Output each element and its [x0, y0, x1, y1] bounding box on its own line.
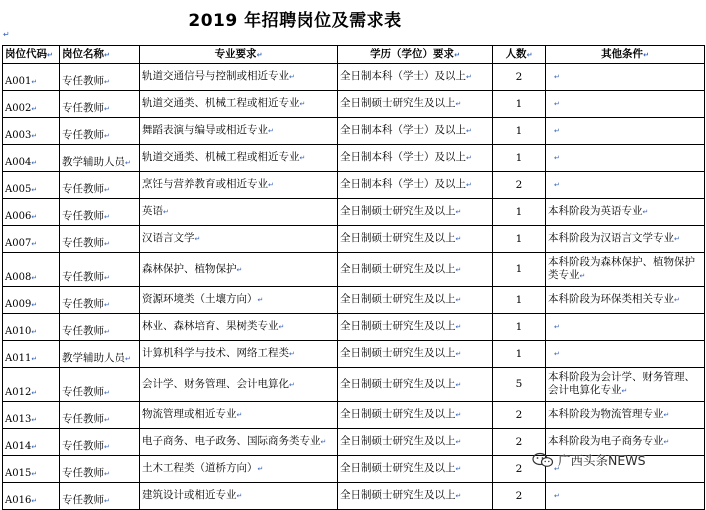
cell-name: 专任教师↵: [60, 118, 140, 145]
cell-count: 1: [493, 287, 546, 314]
table-row: [3, 253, 705, 287]
cell-count: 2: [493, 402, 546, 429]
cell-other: ↵: [546, 118, 705, 145]
cell-code: A005↵: [3, 172, 60, 199]
cell-major: 电子商务、电子政务、国际商务类专业↵: [140, 429, 338, 456]
table-row: [3, 199, 705, 226]
cell-count: 2: [493, 483, 546, 510]
cell-other: 本科阶段为物流管理专业↵: [546, 402, 705, 429]
header-count: 人数↵: [493, 46, 546, 64]
cell-name: 专任教师↵: [60, 226, 140, 253]
cell-education: 全日制硕士研究生及以上↵: [338, 483, 493, 510]
cell-name: 专任教师↵: [60, 368, 140, 402]
table-row: [3, 145, 705, 172]
cell-other: 本科阶段为环保类相关专业↵: [546, 287, 705, 314]
cell-other: ↵: [546, 341, 705, 368]
cell-other: 本科阶段为英语专业↵: [546, 199, 705, 226]
cell-code: A009↵: [3, 287, 60, 314]
table-header-row: [3, 46, 705, 64]
cell-name: 专任教师↵: [60, 456, 140, 483]
cell-major: 计算机科学与技术、网络工程类↵: [140, 341, 338, 368]
table-row: [3, 226, 705, 253]
cell-education: 全日制硕士研究生及以上↵: [338, 402, 493, 429]
table-row: [3, 341, 705, 368]
cell-code: A003↵: [3, 118, 60, 145]
table-row: [3, 64, 705, 91]
table-row: [3, 118, 705, 145]
cell-education: 全日制硕士研究生及以上↵: [338, 456, 493, 483]
cell-major: 资源环境类（土壤方向）↵: [140, 287, 338, 314]
cell-name: 专任教师↵: [60, 91, 140, 118]
cell-code: A012↵: [3, 368, 60, 402]
cell-name: 专任教师↵: [60, 314, 140, 341]
cell-name: 专任教师↵: [60, 199, 140, 226]
cell-major: 轨道交通信号与控制或相近专业↵: [140, 64, 338, 91]
cell-major: 会计学、财务管理、会计电算化↵: [140, 368, 338, 402]
table-row: [3, 483, 705, 510]
cell-name: 专任教师↵: [60, 172, 140, 199]
cell-other: ↵: [546, 145, 705, 172]
cell-major: 森林保护、植物保护↵: [140, 253, 338, 287]
cell-other: 本科阶段为电子商务专业↵: [546, 429, 705, 456]
cell-count: 1: [493, 145, 546, 172]
cell-name: 教学辅助人员↵: [60, 145, 140, 172]
cell-name: 专任教师↵: [60, 429, 140, 456]
header-other: 其他条件↵: [546, 46, 705, 64]
cell-count: 1: [493, 226, 546, 253]
cell-other: 本科阶段为汉语言文学专业↵: [546, 226, 705, 253]
cell-code: A008↵: [3, 253, 60, 287]
cell-name: 专任教师↵: [60, 287, 140, 314]
cell-code: A013↵: [3, 402, 60, 429]
cell-major: 物流管理或相近专业↵: [140, 402, 338, 429]
cell-name: 专任教师↵: [60, 402, 140, 429]
cell-education: 全日制硕士研究生及以上↵: [338, 287, 493, 314]
cell-count: 1: [493, 314, 546, 341]
header-major: 专业要求↵: [140, 46, 338, 64]
cell-code: A001↵: [3, 64, 60, 91]
cell-other: ↵: [546, 172, 705, 199]
cell-major: 林业、森林培育、果树类专业↵: [140, 314, 338, 341]
cell-code: A016↵: [3, 483, 60, 510]
cell-code: A007↵: [3, 226, 60, 253]
table-row: [3, 314, 705, 341]
table-row: [3, 91, 705, 118]
table-row: [3, 368, 705, 402]
cell-education: 全日制硕士研究生及以上↵: [338, 368, 493, 402]
cell-major: 烹饪与营养教育或相近专业↵: [140, 172, 338, 199]
cell-education: 全日制本科（学士）及以上↵: [338, 64, 493, 91]
cell-major: 轨道交通类、机械工程或相近专业↵: [140, 145, 338, 172]
cell-other: 本科阶段为森林保护、植物保护类专业↵: [546, 253, 705, 287]
cell-education: 全日制硕士研究生及以上↵: [338, 341, 493, 368]
cell-name: 专任教师↵: [60, 483, 140, 510]
cell-code: A011↵: [3, 341, 60, 368]
cell-other: ↵: [546, 483, 705, 510]
cell-major: 建筑设计或相近专业↵: [140, 483, 338, 510]
cell-major: 汉语言文学↵: [140, 226, 338, 253]
header-code: 岗位代码↵: [3, 46, 60, 64]
cell-code: A006↵: [3, 199, 60, 226]
cell-code: A002↵: [3, 91, 60, 118]
cell-other: 本科阶段为会计学、财务管理、会计电算化专业↵: [546, 368, 705, 402]
cell-education: 全日制硕士研究生及以上↵: [338, 314, 493, 341]
cell-code: A014↵: [3, 429, 60, 456]
cell-education: 全日制硕士研究生及以上↵: [338, 199, 493, 226]
watermark: [532, 451, 646, 469]
cell-count: 1: [493, 253, 546, 287]
paragraph-mark: ↵: [3, 30, 10, 39]
cell-count: 1: [493, 91, 546, 118]
wechat-bubble-icon: [532, 452, 554, 468]
watermark-text: 广西头条NEWS: [558, 453, 646, 468]
cell-other: ↵: [546, 64, 705, 91]
cell-major: 英语↵: [140, 199, 338, 226]
cell-education: 全日制硕士研究生及以上↵: [338, 429, 493, 456]
cell-count: 2: [493, 429, 546, 456]
cell-name: 专任教师↵: [60, 253, 140, 287]
cell-code: A010↵: [3, 314, 60, 341]
cell-major: 土木工程类（道桥方向）↵: [140, 456, 338, 483]
cell-name: 专任教师↵: [60, 64, 140, 91]
cell-count: 2: [493, 64, 546, 91]
cell-count: 1: [493, 199, 546, 226]
cell-major: 舞蹈表演与编导或相近专业↵: [140, 118, 338, 145]
header-education: 学历（学位）要求↵: [338, 46, 493, 64]
cell-education: 全日制硕士研究生及以上↵: [338, 253, 493, 287]
cell-other: ↵: [546, 456, 705, 483]
cell-education: 全日制本科（学士）及以上↵: [338, 145, 493, 172]
cell-name: 教学辅助人员↵: [60, 341, 140, 368]
cell-count: 5: [493, 368, 546, 402]
cell-count: 1: [493, 341, 546, 368]
cell-code: A015↵: [3, 456, 60, 483]
cell-count: 1: [493, 118, 546, 145]
cell-count: 2: [493, 172, 546, 199]
cell-other: ↵: [546, 314, 705, 341]
cell-code: A004↵: [3, 145, 60, 172]
cell-major: 轨道交通类、机械工程或相近专业↵: [140, 91, 338, 118]
recruitment-table: [2, 45, 705, 510]
cell-education: 全日制本科（学士）及以上↵: [338, 118, 493, 145]
cell-other: ↵: [546, 91, 705, 118]
cell-education: 全日制硕士研究生及以上↵: [338, 226, 493, 253]
table-row: [3, 172, 705, 199]
cell-education: 全日制硕士研究生及以上↵: [338, 91, 493, 118]
cell-count: 2: [493, 456, 546, 483]
table-row: [3, 287, 705, 314]
page-title: 2019 年招聘岗位及需求表: [188, 11, 402, 31]
header-name: 岗位名称↵: [60, 46, 140, 64]
table-row: [3, 402, 705, 429]
cell-education: 全日制本科（学士）及以上↵: [338, 172, 493, 199]
